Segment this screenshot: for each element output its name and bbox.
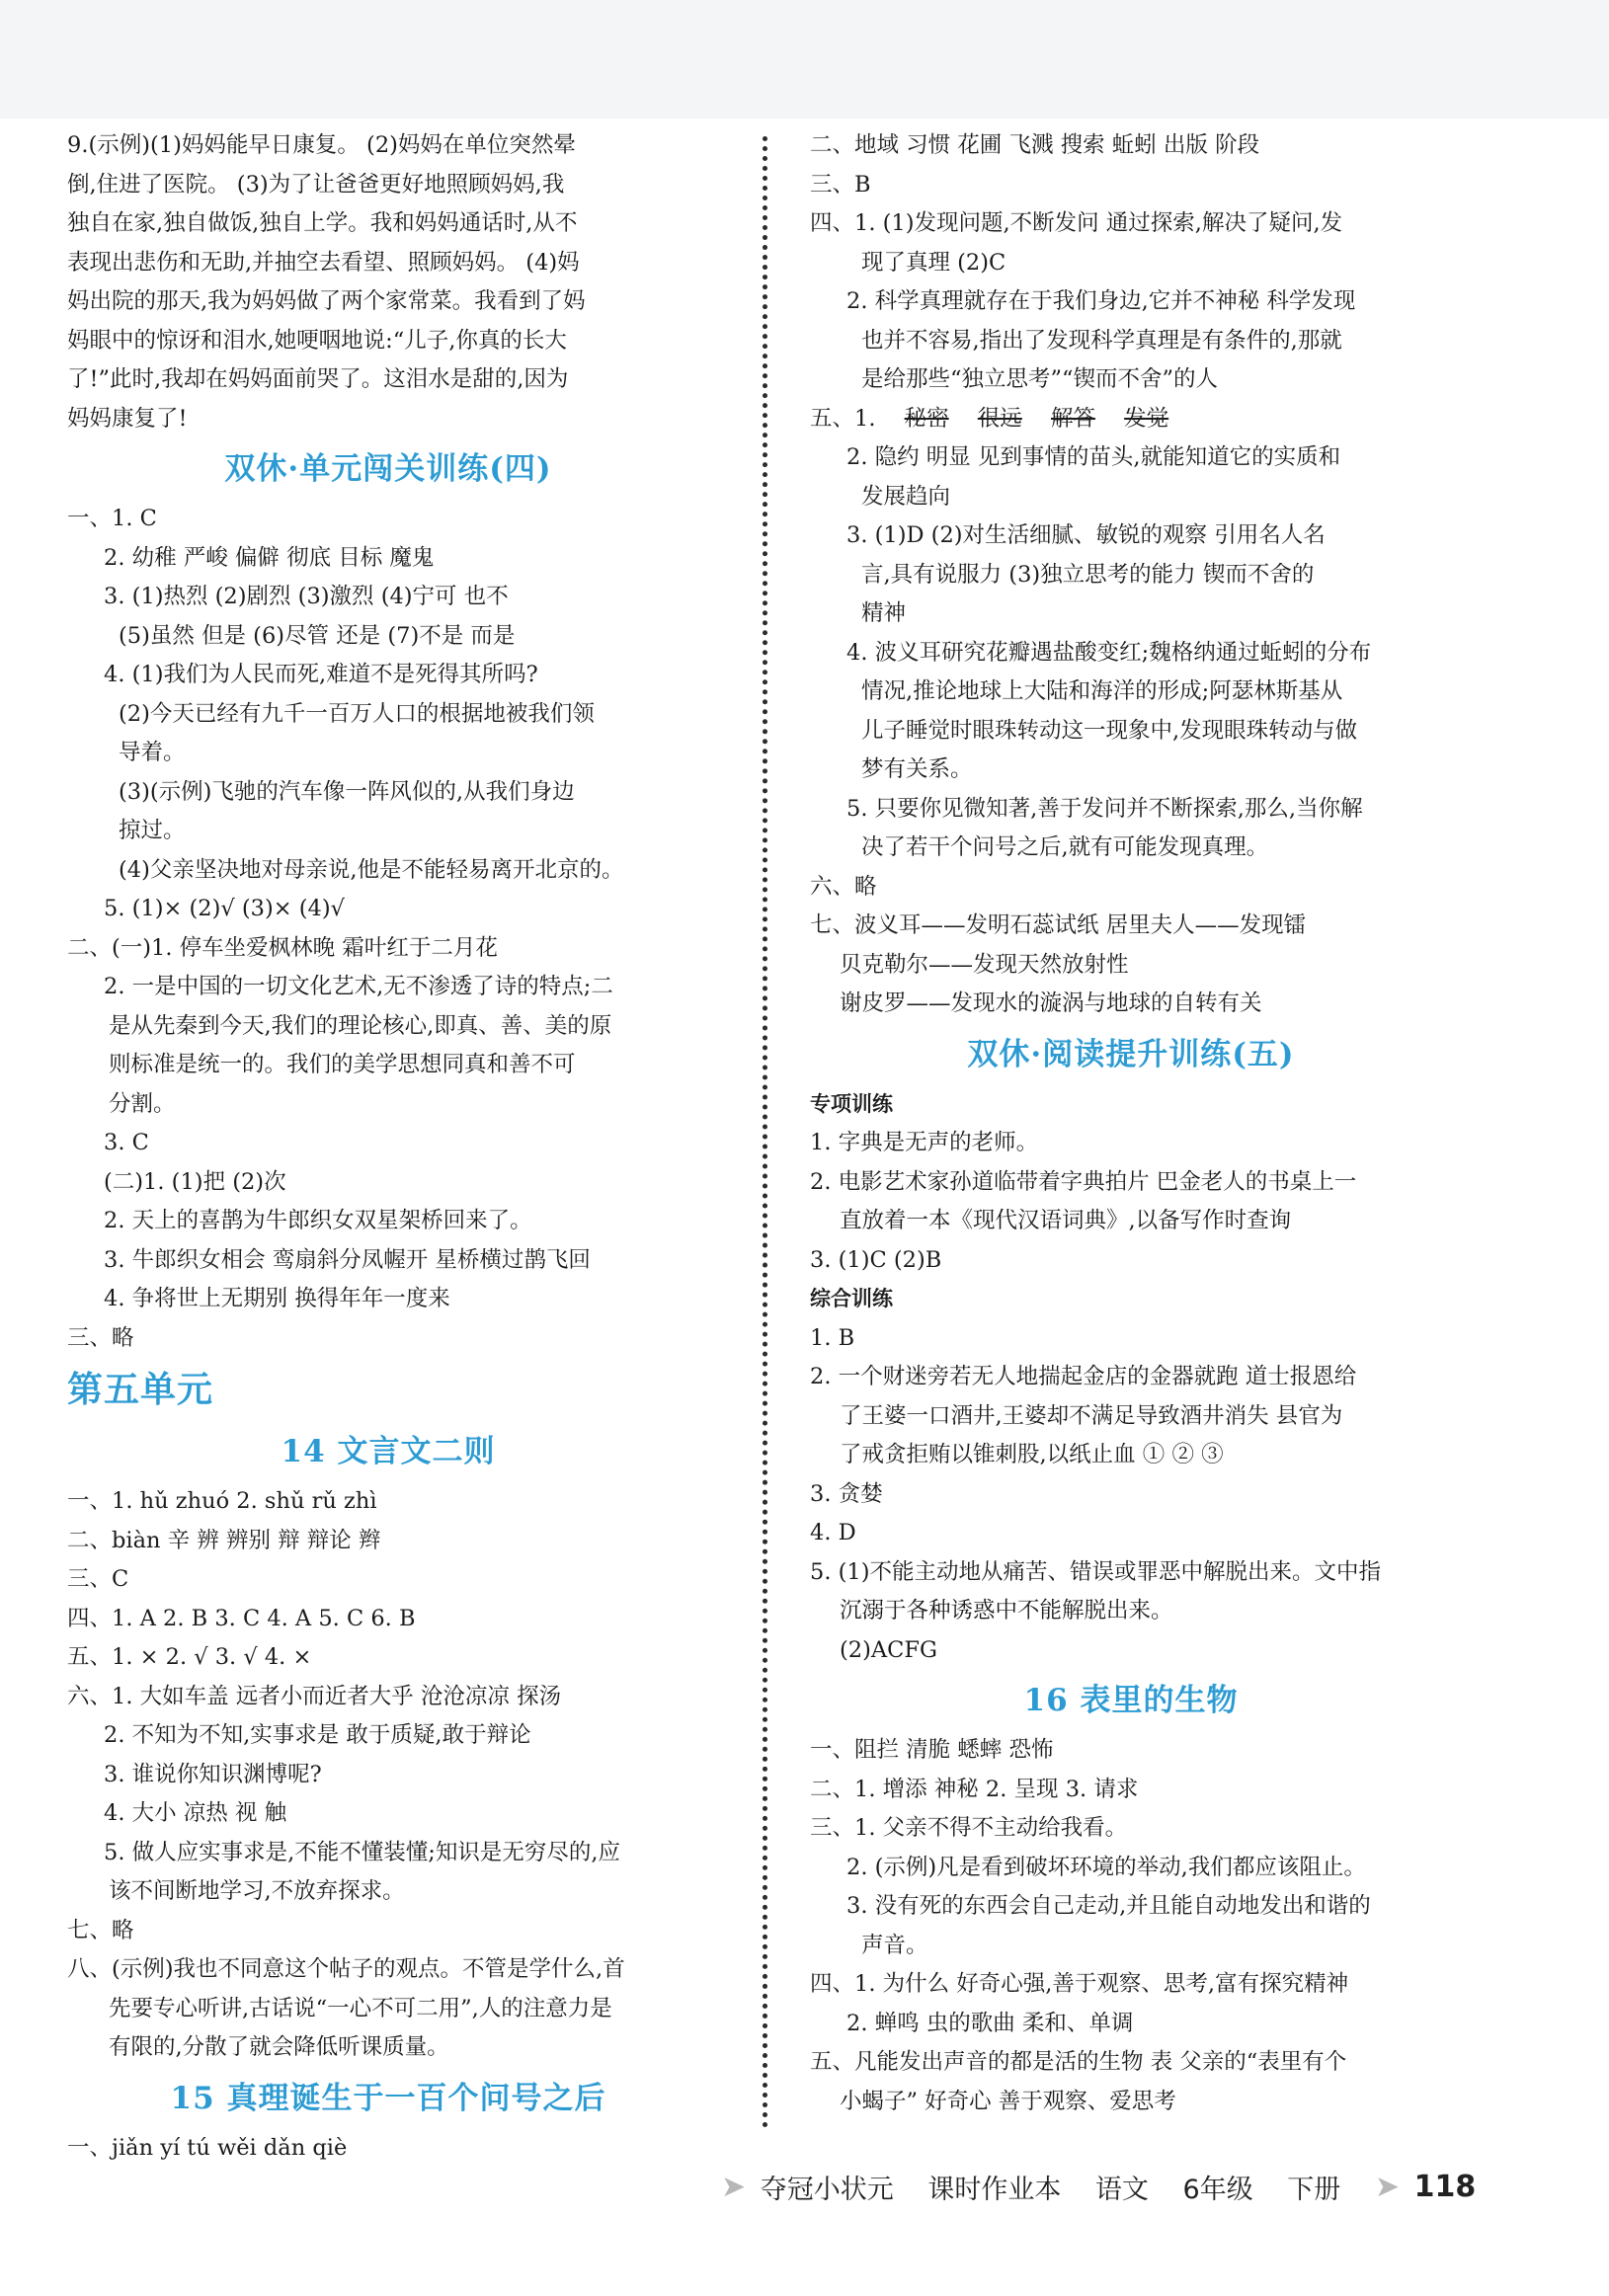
answer-line: 9.(示例)(1)妈妈能早日康复。 (2)妈妈在单位突然晕: [67, 132, 576, 158]
answer-line: 该不间断地学习,不放弃探求。: [109, 1878, 405, 1904]
answer-line: 有限的,分散了就会降低听课质量。: [109, 2034, 449, 2060]
answer-line: 3. 谁说你知识渊博呢?: [104, 1761, 322, 1787]
struck-word: 发觉: [1124, 405, 1169, 432]
page-number: 118: [1413, 2170, 1477, 2204]
answer-line: 决了若干个问号之后,就有可能发现真理。: [861, 834, 1269, 860]
answer-line: (二)1. (1)把 (2)次: [104, 1168, 286, 1195]
answer-line: 六、1. 大如车盖 远者小而近者大乎 沧沧凉凉 探汤: [67, 1683, 562, 1709]
answer-line: 3. 牛郎织女相会 鸾扇斜分凤幄开 星桥横过鹊飞回: [104, 1246, 591, 1273]
answer-line: 倒,住进了医院。 (3)为了让爸爸更好地照顾妈妈,我: [67, 171, 565, 198]
answers-lesson15: [810, 126, 1452, 400]
answer-line: 2. 科学真理就存在于我们身边,它并不神秘 科学发现: [846, 288, 1356, 314]
answer-line-struck-words: [810, 400, 1452, 439]
chevron-right-icon: ➤: [1374, 2170, 1401, 2204]
answer-line: 2. (示例)凡是看到破坏环境的举动,我们都应该阻止。: [846, 1854, 1366, 1880]
answer-line: 妈出院的那天,我为妈妈做了两个家常菜。我看到了妈: [67, 288, 586, 314]
column-divider: [763, 136, 767, 2129]
unit-title: 第五单元: [67, 1369, 214, 1410]
answer-line: 也并不容易,指出了发现科学真理是有条件的,那就: [861, 327, 1342, 354]
answer-line: 2. 蝉鸣 虫的歌曲 柔和、单调: [846, 2010, 1134, 2036]
answer-line: (3)(示例)飞驰的汽车像一阵风似的,从我们身边: [119, 778, 575, 805]
answer-line: 则标准是统一的。我们的美学思想同真和善不可: [109, 1052, 576, 1077]
answer-line: 妈妈康复了!: [67, 405, 188, 432]
answer-line: 2. 幼稚 严峻 偏僻 彻底 目标 魔鬼: [104, 544, 435, 571]
answer-line: 5. (1)不能主动地从痛苦、错误或罪恶中解脱出来。文中指: [810, 1558, 1381, 1585]
answer-line: 了王婆一口酒井,王婆却不满足导致酒井消失 县官为: [840, 1402, 1343, 1429]
answer-line: 二、(一)1. 停车坐爱枫林晚 霜叶红于二月花: [67, 934, 498, 961]
subject: 语文: [1094, 2175, 1149, 2205]
answer-line: 七、略: [67, 1917, 134, 1943]
section-title: 双休·单元闯关训练(四): [224, 451, 552, 487]
answer-line: 2. 一是中国的一切文化艺术,无不渗透了诗的特点;二: [104, 974, 613, 999]
answer-line: 二、地域 习惯 花圃 飞溅 搜索 蚯蚓 出版 阶段: [810, 132, 1260, 158]
answer-line: 情况,推论地球上大陆和海洋的形成;阿瑟林斯基从: [861, 678, 1343, 704]
right-column: [810, 126, 1452, 2121]
answers-unit4-test: [67, 500, 709, 1358]
answer-line: 三、略: [67, 1324, 134, 1351]
answer-line: 是给那些“独立思考”“锲而不舍”的人: [861, 366, 1219, 392]
answers-lesson14: [67, 1482, 709, 2068]
subsection-heading: 专项训练: [810, 1091, 893, 1116]
answer-line: 三、C: [67, 1566, 129, 1592]
answer-line: 1. 字典是无声的老师。: [810, 1130, 1039, 1155]
answer-line: 四、1. (1)发现问题,不断发问 通过探索,解决了疑问,发: [810, 210, 1343, 236]
answer-line: 2. 一个财迷旁若无人地揣起金店的金器就跑 道士报恩给: [810, 1364, 1357, 1389]
grade: 6年级: [1182, 2175, 1253, 2205]
answer-line: 声音。: [861, 1932, 928, 1958]
answer-line: 先要专心听讲,古话说“一心不可二用”,人的注意力是: [109, 1995, 612, 2021]
answer-line: 二、1. 增添 神秘 2. 呈现 3. 请求: [810, 1776, 1139, 1802]
answer-line: 了戒贪拒贿以锥刺股,以纸止血 ① ② ③: [840, 1442, 1224, 1467]
answer-line: 一、1. hǔ zhuó 2. shǔ rǔ zhì: [67, 1488, 377, 1514]
answer-line: 3. (1)热烈 (2)剧烈 (3)激烈 (4)宁可 也不: [104, 584, 509, 609]
answer-line: 七、波义耳——发明石蕊试纸 居里夫人——发现镭: [810, 912, 1307, 938]
subsection-heading: 综合训练: [810, 1287, 893, 1310]
answers-special-training: [810, 1124, 1452, 1280]
volume: 下册: [1287, 2175, 1341, 2205]
answer-line: 导着。: [119, 740, 186, 765]
lesson-title: 16 表里的生物: [1023, 1683, 1239, 1718]
answer-line: 4. 大小 凉热 视 触: [104, 1800, 287, 1826]
answer-line: 4. 争将世上无期别 换得年年一度来: [104, 1286, 450, 1311]
answer-line: 二、biàn 辛 辨 辨别 辩 辩论 辫: [67, 1527, 381, 1553]
answer-line: (2)ACFG: [840, 1636, 937, 1663]
answer-line: 沉溺于各种诱惑中不能解脱出来。: [840, 1598, 1173, 1623]
answer-line: 六、略: [810, 873, 877, 900]
answer-line: 四、1. A 2. B 3. C 4. A 5. C 6. B: [67, 1605, 416, 1631]
answer-line: 5. (1)× (2)√ (3)× (4)√: [104, 896, 345, 921]
answer-line: 妈眼中的惊讶和泪水,她哽咽地说:“儿子,你真的长大: [67, 327, 567, 354]
answer-line: 5. 只要你见微知著,善于发问并不断探索,那么,当你解: [846, 795, 1363, 822]
top-band: [0, 0, 1609, 119]
answer-line: 精神: [861, 600, 907, 626]
answer-line: 一、jiǎn yí tú wěi dǎn qiè: [67, 2134, 348, 2161]
answer-line: 表现出悲伤和无助,并抽空去看望、照顾妈妈。 (4)妈: [67, 249, 580, 276]
left-column: [67, 126, 709, 2168]
answer-line: 一、1. C: [67, 506, 157, 531]
answer-line: 四、1. 为什么 好奇心强,善于观察、思考,富有探究精神: [810, 1971, 1349, 1997]
answer-line: 独自在家,独自做饭,独自上学。我和妈妈通话时,从不: [67, 210, 578, 236]
answer-line: 2. 隐约 明显 见到事情的苗头,就能知道它的实质和: [846, 444, 1341, 470]
answer-line: 儿子睡觉时眼珠转动这一现象中,发现眼珠转动与做: [861, 717, 1358, 744]
answer-line: 一、阻拦 清脆 蟋蟀 恐怖: [810, 1737, 1054, 1763]
answer-line: 3. 贪婪: [810, 1480, 883, 1507]
struck-word: 很远: [977, 405, 1022, 432]
answer-line: 4. 波义耳研究花瓣遇盐酸变红;魏格纳通过蚯蚓的分布: [846, 639, 1372, 666]
answer-line: 现了真理 (2)C: [861, 249, 1006, 276]
answer-line: 掠过。: [119, 818, 186, 843]
answer-line: 八、(示例)我也不同意这个帖子的观点。不管是学什么,首: [67, 1956, 625, 1982]
answer-line: 1. B: [810, 1324, 855, 1351]
answer-line: 五、凡能发出声音的都是活的生物 表 父亲的“表里有个: [810, 2049, 1347, 2075]
lesson-title: 15 真理诞生于一百个问号之后: [170, 2080, 606, 2116]
answer-line: (4)父亲坚决地对母亲说,他是不能轻易离开北京的。: [119, 856, 624, 883]
answer-line: 3. 没有死的东西会自己走动,并且能自动地发出和谐的: [846, 1893, 1371, 1919]
answer-prefix: 五、1.: [810, 405, 876, 432]
answers-lesson16: [810, 1731, 1452, 2121]
answer-line: 三、1. 父亲不得不主动给我看。: [810, 1815, 1128, 1841]
answer-line: 言,具有说服力 (3)独立思考的能力 锲而不舍的: [861, 561, 1315, 588]
answer-line: 贝克勒尔——发现天然放射性: [840, 951, 1129, 978]
answers-comprehensive-training: [810, 1319, 1452, 1671]
answers-unit4-q9: [67, 126, 709, 438]
answer-line: 2. 天上的喜鹊为牛郎织女双星架桥回来了。: [104, 1208, 532, 1233]
answer-line: 谢皮罗——发现水的漩涡与地球的自转有关: [840, 990, 1262, 1016]
answer-line: 是从先秦到今天,我们的理论核心,即真、善、美的原: [109, 1012, 612, 1039]
answer-line: 分割。: [109, 1090, 176, 1117]
answers-lesson15-cont: [810, 438, 1452, 1024]
struck-word: 秘密: [904, 405, 949, 432]
answer-line: (2)今天已经有九千一百万人口的根据地被我们领: [119, 700, 595, 727]
struck-word: 解答: [1050, 405, 1095, 432]
answer-line: 3. (1)D (2)对生活细腻、敏锐的观察 引用名人名: [846, 522, 1326, 548]
page-footer: [721, 2168, 1491, 2215]
answer-line: 4. D: [810, 1520, 856, 1545]
book-title: 课时作业本: [927, 2175, 1062, 2205]
chevron-right-icon: ➤: [721, 2170, 747, 2204]
answer-line: (5)虽然 但是 (6)尽管 还是 (7)不是 而是: [119, 622, 516, 649]
brand-name: 夺冠小状元: [760, 2175, 894, 2205]
answer-line: 三、B: [810, 171, 871, 198]
answer-line: 梦有关系。: [861, 756, 973, 782]
answer-line: 2. 不知为不知,实事求是 敢于质疑,敢于辩论: [104, 1722, 531, 1748]
answer-line: 五、1. × 2. √ 3. √ 4. ×: [67, 1644, 312, 1670]
answer-line: 发展趋向: [861, 483, 951, 510]
answer-line: 5. 做人应实事求是,不能不懂装懂;知识是无穷尽的,应: [104, 1839, 621, 1865]
answer-line: 3. (1)C (2)B: [810, 1246, 942, 1273]
answer-line: 小蝎子” 好奇心 善于观察、爱思考: [840, 2088, 1176, 2114]
section-title: 双休·阅读提升训练(五): [967, 1036, 1295, 1072]
lesson-title: 14 文言文二则: [281, 1434, 496, 1469]
answer-line: 了!”此时,我却在妈妈面前哭了。这泪水是甜的,因为: [67, 366, 569, 392]
answer-line: 3. C: [104, 1130, 149, 1155]
answer-line: 2. 电影艺术家孙道临带着字典拍片 巴金老人的书桌上一: [810, 1168, 1357, 1195]
answer-line: 直放着一本《现代汉语词典》,以备写作时查询: [840, 1208, 1292, 1233]
answer-line: 4. (1)我们为人民而死,难道不是死得其所吗?: [104, 662, 538, 687]
